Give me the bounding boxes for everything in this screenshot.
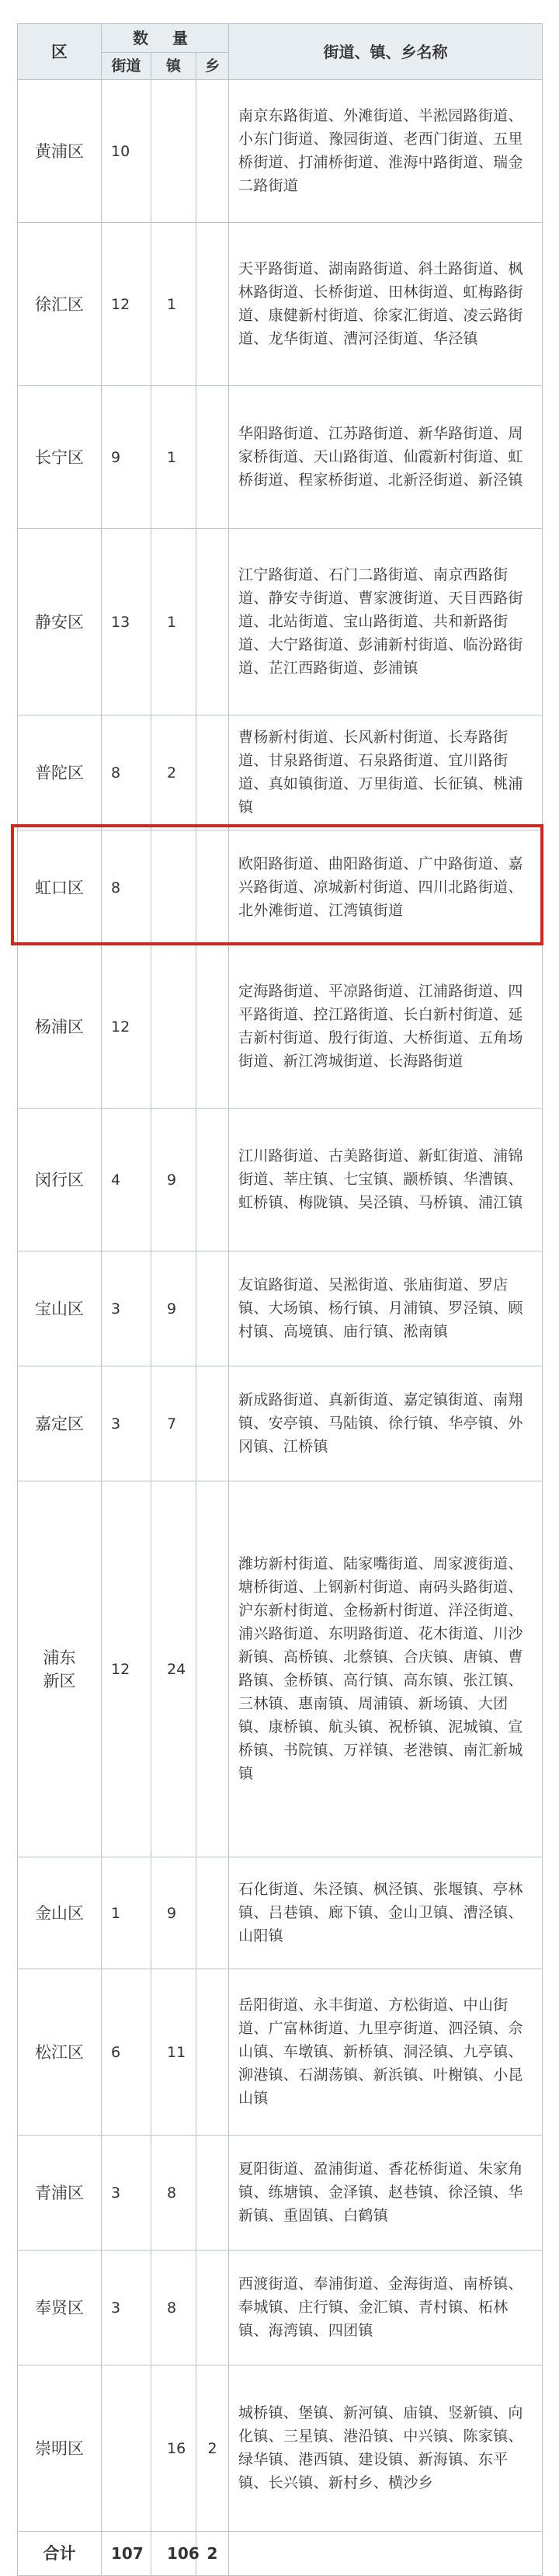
zhen-count: 9 [151, 1109, 196, 1251]
xiang-count [196, 715, 229, 830]
names-list: 岳阳街道、永丰街道、方松街道、中山街道、广富林街道、九里亭街道、泗泾镇、佘山镇、车墩镇、新桥镇、洞泾镇、九亭镇、泖港镇、石湖荡镇、新浜镇、叶榭镇、小昆山镇 [229, 1969, 543, 2136]
jiedao-count: 12 [102, 945, 151, 1109]
district-name: 虹口区 [18, 830, 102, 945]
xiang-count: 2 [196, 2365, 229, 2532]
table-row [18, 529, 543, 715]
zhen-count: 24 [151, 1481, 196, 1857]
district-name: 长宁区 [18, 386, 102, 529]
names-list: 曹杨新村街道、长风新村街道、长寿路街道、甘泉路街道、石泉路街道、宜川路街道、真如镇街道、万里街道、长征镇、桃浦镇 [229, 715, 543, 830]
total-names-empty [229, 2532, 543, 2576]
district-name: 青浦区 [18, 2136, 102, 2251]
table-row [18, 1969, 543, 2136]
names-list: 欧阳路街道、曲阳路街道、广中路街道、嘉兴路街道、凉城新村街道、四川北路街道、北外滩街道、江湾镇街道 [229, 830, 543, 945]
table-row [18, 2136, 543, 2251]
names-list: 天平路街道、湖南路街道、斜土路街道、枫林路街道、长桥街道、田林街道、虹梅路街道、康健新村街道、徐家汇街道、凌云路街道、龙华街道、漕河泾街道、华泾镇 [229, 223, 543, 386]
table-row [18, 1366, 543, 1481]
xiang-count [196, 1481, 229, 1857]
jiedao-count: 1 [102, 1857, 151, 1969]
xiang-count [196, 2136, 229, 2251]
jiedao-count: 10 [102, 80, 151, 223]
xiang-count [196, 80, 229, 223]
jiedao-count: 3 [102, 2251, 151, 2365]
jiedao-count: 9 [102, 386, 151, 529]
names-list: 西渡街道、奉浦街道、金海街道、南桥镇、奉城镇、庄行镇、金汇镇、青村镇、柘林镇、海湾镇、四团镇 [229, 2251, 543, 2365]
district-name: 杨浦区 [18, 945, 102, 1109]
xiang-count [196, 386, 229, 529]
jiedao-count: 4 [102, 1109, 151, 1251]
names-list: 南京东路街道、外滩街道、半淞园路街道、小东门街道、豫园街道、老西门街道、五里桥街道、打浦桥街道、淮海中路街道、瑞金二路街道 [229, 80, 543, 223]
names-list: 华阳路街道、江苏路街道、新华路街道、周家桥街道、天山路街道、仙霞新村街道、虹桥街道、程家桥街道、北新泾街道、新泾镇 [229, 386, 543, 529]
zhen-count [151, 830, 196, 945]
table-row [18, 2365, 543, 2532]
total-label: 合计 [18, 2532, 102, 2576]
zhen-count: 1 [151, 386, 196, 529]
table-row [18, 2251, 543, 2365]
zhen-count: 8 [151, 2251, 196, 2365]
total-jiedao: 107 [102, 2532, 151, 2576]
zhen-count: 11 [151, 1969, 196, 2136]
table-row [18, 386, 543, 529]
zhen-count: 16 [151, 2365, 196, 2532]
names-list: 城桥镇、堡镇、新河镇、庙镇、竖新镇、向化镇、三星镇、港沿镇、中兴镇、陈家镇、绿华镇、港西镇、建设镇、新海镇、东平镇、长兴镇、新村乡、横沙乡 [229, 2365, 543, 2532]
zhen-count: 2 [151, 715, 196, 830]
xiang-count [196, 2251, 229, 2365]
district-name: 金山区 [18, 1857, 102, 1969]
header-jiedao: 街道 [102, 53, 151, 80]
district-name-line2: 新区 [43, 1671, 76, 1690]
xiang-count [196, 830, 229, 945]
total-zhen: 106 [151, 2532, 196, 2576]
header-district: 区 [18, 24, 102, 80]
names-list: 友谊路街道、吴淞街道、张庙街道、罗店镇、大场镇、杨行镇、月浦镇、罗泾镇、顾村镇、高境镇、庙行镇、淞南镇 [229, 1251, 543, 1366]
jiedao-count: 13 [102, 529, 151, 715]
jiedao-count: 3 [102, 1251, 151, 1366]
header-names: 街道、镇、乡名称 [229, 24, 543, 80]
names-list: 定海路街道、平凉路街道、江浦路街道、四平路街道、控江路街道、长白新村街道、延吉新村街道、殷行街道、大桥街道、五角场街道、新江湾城街道、长海路街道 [229, 945, 543, 1109]
zhen-count: 8 [151, 2136, 196, 2251]
total-row [18, 2532, 543, 2576]
zhen-count: 9 [151, 1857, 196, 1969]
names-list: 夏阳街道、盈浦街道、香花桥街道、朱家角镇、练塘镇、金泽镇、赵巷镇、徐泾镇、华新镇、重固镇、白鹤镇 [229, 2136, 543, 2251]
xiang-count [196, 1857, 229, 1969]
total-xiang: 2 [196, 2532, 229, 2576]
table-row [18, 1481, 543, 1857]
xiang-count [196, 1366, 229, 1481]
district-name: 崇明区 [18, 2365, 102, 2532]
header-xiang: 乡 [196, 53, 229, 80]
xiang-count [196, 223, 229, 386]
header-count: 数 量 [102, 24, 229, 53]
district-name: 嘉定区 [18, 1366, 102, 1481]
zhen-count [151, 945, 196, 1109]
jiedao-count: 12 [102, 223, 151, 386]
district-name: 普陀区 [18, 715, 102, 830]
jiedao-count: 3 [102, 2136, 151, 2251]
names-list: 江川路街道、古美路街道、新虹街道、浦锦街道、莘庄镇、七宝镇、颛桥镇、华漕镇、虹桥镇、梅陇镇、吴泾镇、马桥镇、浦江镇 [229, 1109, 543, 1251]
jiedao-count: 8 [102, 830, 151, 945]
zhen-count [151, 80, 196, 223]
table-row [18, 715, 543, 830]
jiedao-count: 3 [102, 1366, 151, 1481]
zhen-count: 1 [151, 529, 196, 715]
names-list: 新成路街道、真新街道、嘉定镇街道、南翔镇、安亭镇、马陆镇、徐行镇、华亭镇、外冈镇、江桥镇 [229, 1366, 543, 1481]
district-name: 黄浦区 [18, 80, 102, 223]
zhen-count: 1 [151, 223, 196, 386]
district-name: 徐汇区 [18, 223, 102, 386]
jiedao-count: 12 [102, 1481, 151, 1857]
xiang-count [196, 945, 229, 1109]
table-row [18, 945, 543, 1109]
district-name: 静安区 [18, 529, 102, 715]
table-row [18, 1109, 543, 1251]
jiedao-count [102, 2365, 151, 2532]
district-name: 奉贤区 [18, 2251, 102, 2365]
header-zhen: 镇 [151, 53, 196, 80]
table-row [18, 80, 543, 223]
zhen-count: 9 [151, 1251, 196, 1366]
district-name-line1: 浦东 [43, 1648, 76, 1667]
names-list: 石化街道、朱泾镇、枫泾镇、张堰镇、亭林镇、吕巷镇、廊下镇、金山卫镇、漕泾镇、山阳镇 [229, 1857, 543, 1969]
table-body [18, 80, 543, 2576]
names-list: 江宁路街道、石门二路街道、南京西路街道、静安寺街道、曹家渡街道、天目西路街道、北站街道、宝山路街道、共和新路街道、大宁路街道、彭浦新村街道、临汾路街道、芷江西路街道、彭浦镇 [229, 529, 543, 715]
district-name: 闵行区 [18, 1109, 102, 1251]
table-row [18, 1857, 543, 1969]
jiedao-count: 6 [102, 1969, 151, 2136]
table-row [18, 1251, 543, 1366]
district-name: 宝山区 [18, 1251, 102, 1366]
district-name: 松江区 [18, 1969, 102, 2136]
zhen-count: 7 [151, 1366, 196, 1481]
district-table [17, 23, 543, 2576]
jiedao-count: 8 [102, 715, 151, 830]
xiang-count [196, 1251, 229, 1366]
xiang-count [196, 1109, 229, 1251]
names-list: 潍坊新村街道、陆家嘴街道、周家渡街道、塘桥街道、上钢新村街道、南码头路街道、沪东新村街道、金杨新村街道、洋泾街道、浦兴路街道、东明路街道、花木街道、川沙新镇、高桥镇、北蔡镇、合庆镇、唐镇、曹路镇、金桥镇、高行镇、高东镇、张江镇、三林镇、惠南镇、周浦镇、新场镇、大团镇、康桥镇、航头镇、祝桥镇、泥城镇、宣桥镇、书院镇、万祥镇、老港镇、南汇新城镇 [229, 1481, 543, 1857]
table-row-highlighted [18, 830, 543, 945]
xiang-count [196, 529, 229, 715]
table-row [18, 223, 543, 386]
xiang-count [196, 1969, 229, 2136]
district-name [18, 1481, 102, 1857]
